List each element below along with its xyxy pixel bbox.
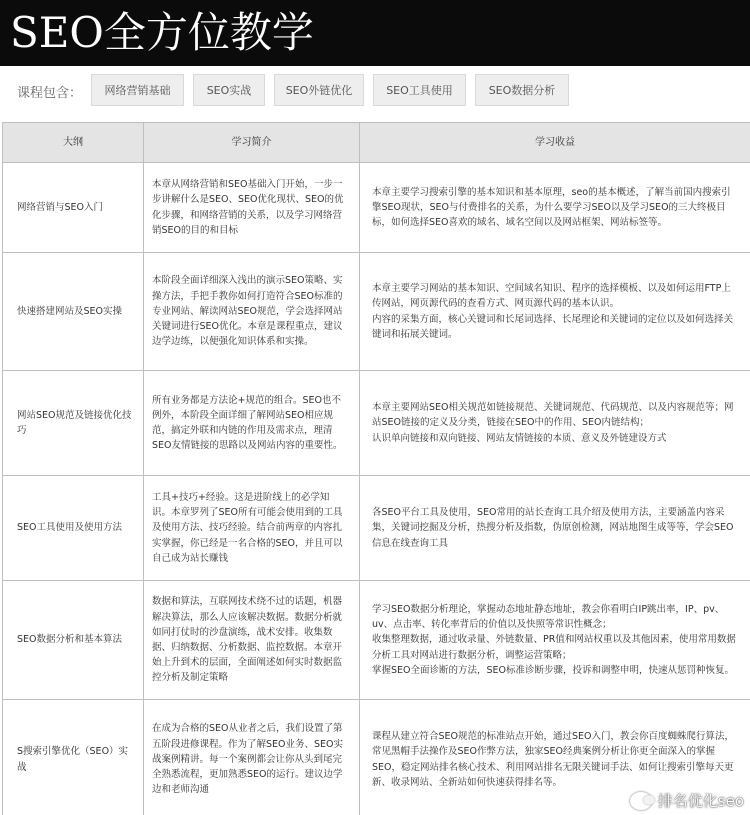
course-tag-seo-tools[interactable]: SEO工具使用 [373,74,466,106]
page-title: SEO全方位教学 [10,8,314,57]
course-tag-seo-practice[interactable]: SEO实战 [193,74,265,106]
watermark-text: 排名优化seo [657,792,744,810]
table-row-2-benefit [360,253,750,371]
outline-text: 网络营销与SEO入门 [17,201,104,213]
intro-text: 数据和算法，互联网技术绕不过的话题，机器解决算法，那么人应该解决数据。数据分析就如同打仗时的沙盘演练，战术安排。收集数据、归纳数据、分析数据、监控数据。本章开始上升到术的层面，全面阐述如何实时数据监控分析及制定策略 [152,596,343,684]
benefit-text: 各SEO平台工具及使用，SEO常用的站长查询工具介绍及使用方法，主要涵盖内容采集，关键词挖掘及分析，热搜分析及指数，伪原创检测，网站地图生成等等，学会SEO信息在线查询工具 [372,507,734,549]
benefit-text: 本章主要学习网站的基本知识、空间域名知识、程序的选择模板、以及如何运用FTP上传网站，网页源代码的查看方式、网页源代码的基本认识。 内容的采集方面，核心关键词和长尾词选择、长尾理论和关键词的定位以及如何选择关键词和拓展关键词。 [372,283,734,340]
course-label: 课程包含： [17,86,83,101]
benefit-text: 本章主要学习搜索引擎的基本知识和基本原理，seo的基本概述，了解当前国内搜索引擎SEO现状，SEO与付费排名的关系，为什么要学习SEO以及学习SEO的三大终极目标，如何选择SEO喜欢的域名、域名空间以及网站框架、网站标签等。 [372,186,731,229]
table-row-4-outline [3,476,144,581]
header-intro: 学习简介 [144,123,360,163]
benefit-text: 本章主要网站SEO相关规范如链接规范、关键词规范、代码规范、以及内容规范等；网站SEO链接的定义及分类，链接在SEO中的作用、SEO内链结构； 认识单向链接和双向链接、网站友情链接的本质、意义及外链建设方式 [372,402,734,444]
benefit-text: 学习SEO数据分析理论，掌握动态地址静态地址，教会你看明白IP跳出率，IP、pv、uv、点击率、转化率背后的价值以及快照等常识性概念； 收集整理数据，通过收录量、外链数量、PR值和网站权重以及其他因素，使用常用数据分析工具对网站进行数据分析，调整运营策略； 掌握SEO全面诊断的方法，SEO标准诊断步骤，投诉和调整申明，快速从惩罚种恢复。 [372,603,736,676]
table-row-5-outline [3,581,144,700]
course-tag-marketing[interactable]: 网络营销基础 [91,74,184,106]
table-row-4-intro [144,476,360,581]
outline-text: 快速搭建网站及SEO实操 [17,305,123,317]
table-row-5-benefit [360,581,750,700]
outline-text: SEO数据分析和基本算法 [17,634,123,646]
header-banner [0,0,750,66]
intro-text: 在成为合格的SEO从业者之后，我们设置了第五阶段进修课程。作为了解SEO业务、SEO实战案例精讲。每一个案例都会让你从头到尾完全熟悉流程，更加熟悉SEO的运行。建议边学边和老师沟通 [152,723,344,796]
benefit-text: 课程从建立符合SEO规范的标准站点开始，通过SEO入门，教会你百度蜘蛛爬行算法，常见黑帽手法操作及SEO作弊方法，独家SEO经典案例分析让你更全面深入的掌握SEO，稳定网站排名核心技术、利用网站排名无限关键词手法、如何让搜索引擎每天更新、收录网站、全新站如何快速获得排名等。 [372,731,735,788]
outline-text: 网站SEO规范及链接优化技巧 [17,409,132,436]
table-row-2-intro [144,253,360,371]
intro-text: 工具+技巧+经验。这是进阶线上的必学知识。本章罗列了SEO所有可能会使用到的工具及使用方法、技巧经验。结合前两章的内容扎实掌握，你已经是一名合格的SEO，并且可以自己成为站长赚钱 [152,491,343,564]
syllabus-table [2,122,750,815]
header-outline: 大纲 [3,123,144,163]
table-row-1-intro [144,163,360,253]
table-row-1-outline [3,163,144,253]
course-tag-seo-data[interactable]: SEO数据分析 [475,74,569,106]
course-tag-seo-links[interactable]: SEO外链优化 [274,74,364,106]
table-row-6-outline [3,700,144,815]
wechat-icon [630,792,652,810]
table-row-6-intro [144,700,360,815]
intro-text: 所有业务都是方法论+规范的组合。SEO也不例外，本阶段全面详细了解网站SEO相应规范，搞定外联和内链的作用及需求点，理清SEO友情链接的思路以及网站内容的重要性。 [152,394,343,452]
course-bar [0,66,750,118]
outline-text: SEO工具使用及使用方法 [17,522,123,534]
intro-text: 本章从网络营销和SEO基础入门开始，一步一步讲解什么是SEO、SEO优化现状、SEO的优化步骤，和网络营销的关系，以及学习网络营销SEO的目的和目标 [152,179,344,236]
table-row-3-benefit [360,371,750,476]
table-row-5-intro [144,581,360,700]
table-row-4-benefit [360,476,750,581]
table-row-2-outline [3,253,144,371]
outline-text: S搜索引擎优化（SEO）实战 [17,746,129,773]
header-benefit: 学习收益 [360,123,750,163]
table-row-3-outline [3,371,144,476]
intro-text: 本阶段全面详细深入浅出的演示SEO策略、实操方法，手把手教你如何打造符合SEO标准的专业网站、解读网站SEO规范，学会选择网站关键词进行SEO优化。本章是课程重点，建议边学边练，以便强化知识体系和实操。 [152,275,343,348]
watermark [630,790,744,811]
table-row-1-benefit [360,163,750,253]
table-row-3-intro [144,371,360,476]
